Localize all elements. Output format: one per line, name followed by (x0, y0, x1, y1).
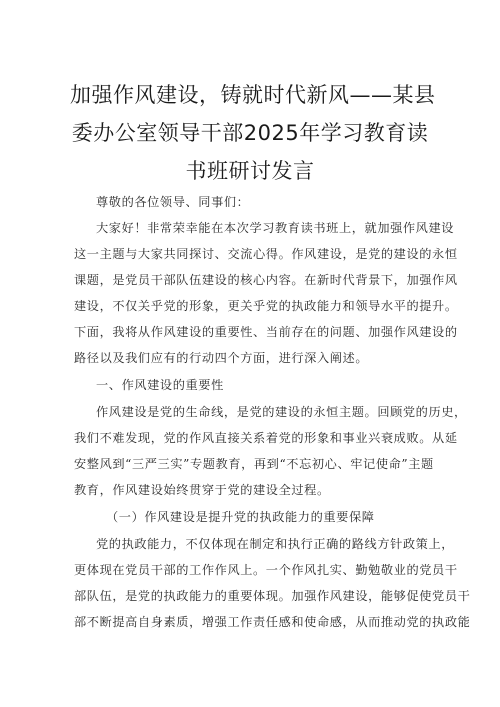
document-title-line-2: 委办公室领导干部2025年学习教育读 (71, 121, 429, 145)
salutation: 尊敬的各位领导、同事们： (96, 195, 250, 209)
subsection-heading: （一）作风建设是提升党的执政能力的重要保障 (106, 510, 375, 524)
body-line: 路径以及我们应有的行动四个方面，进行深入阐述。 (74, 351, 369, 365)
body-line: 下面，我将从作风建设的重要性、当前存在的问题、加强作风建设的 (74, 325, 458, 339)
body-line: 建设，不仅关乎党的形象，更关乎党的执政能力和领导水平的提升。 (74, 299, 458, 313)
section-heading: 一、作风建设的重要性 (96, 378, 224, 392)
body-line: 课题，是党员干部队伍建设的核心内容。在新时代背景下，加强作风 (74, 273, 458, 287)
body-line: 党的执政能力，不仅体现在制定和执行正确的路线方针政策上， (96, 537, 455, 551)
body-line: 安整风到“三严三实”专题教育，再到“不忘初心、牢记使命”主题 (74, 457, 434, 471)
body-line: 这一主题与大家共同探讨、交流心得。作风建设，是党的建设的永恒 (74, 247, 458, 261)
body-line: 教育，作风建设始终贯穿于党的建设全过程。 (74, 483, 330, 497)
body-line: 作风建设是党的生命线，是党的建设的永恒主题。回顾党的历史， (96, 405, 467, 419)
body-line: 更体现在党员干部的工作作风上。一个作风扎实、勤勉敬业的党员干 (74, 563, 458, 577)
document-title-line-3: 书班研讨发言 (185, 159, 315, 183)
document-title-line-1: 加强作风建设，铸就时代新风——某县 (70, 83, 436, 107)
body-line: 大家好！非常荣幸能在本次学习教育读书班上，就加强作风建设 (96, 221, 455, 235)
body-line: 部队伍，是党的执政能力的重要体现。加强作风建设，能够促使党员干 (74, 589, 471, 603)
body-line: 部不断提高自身素质，增强工作责任感和使命感，从而推动党的执政能 (74, 615, 471, 629)
body-line: 我们不难发现，党的作风直接关系着党的形象和事业兴衰成败。从延 (74, 431, 458, 445)
